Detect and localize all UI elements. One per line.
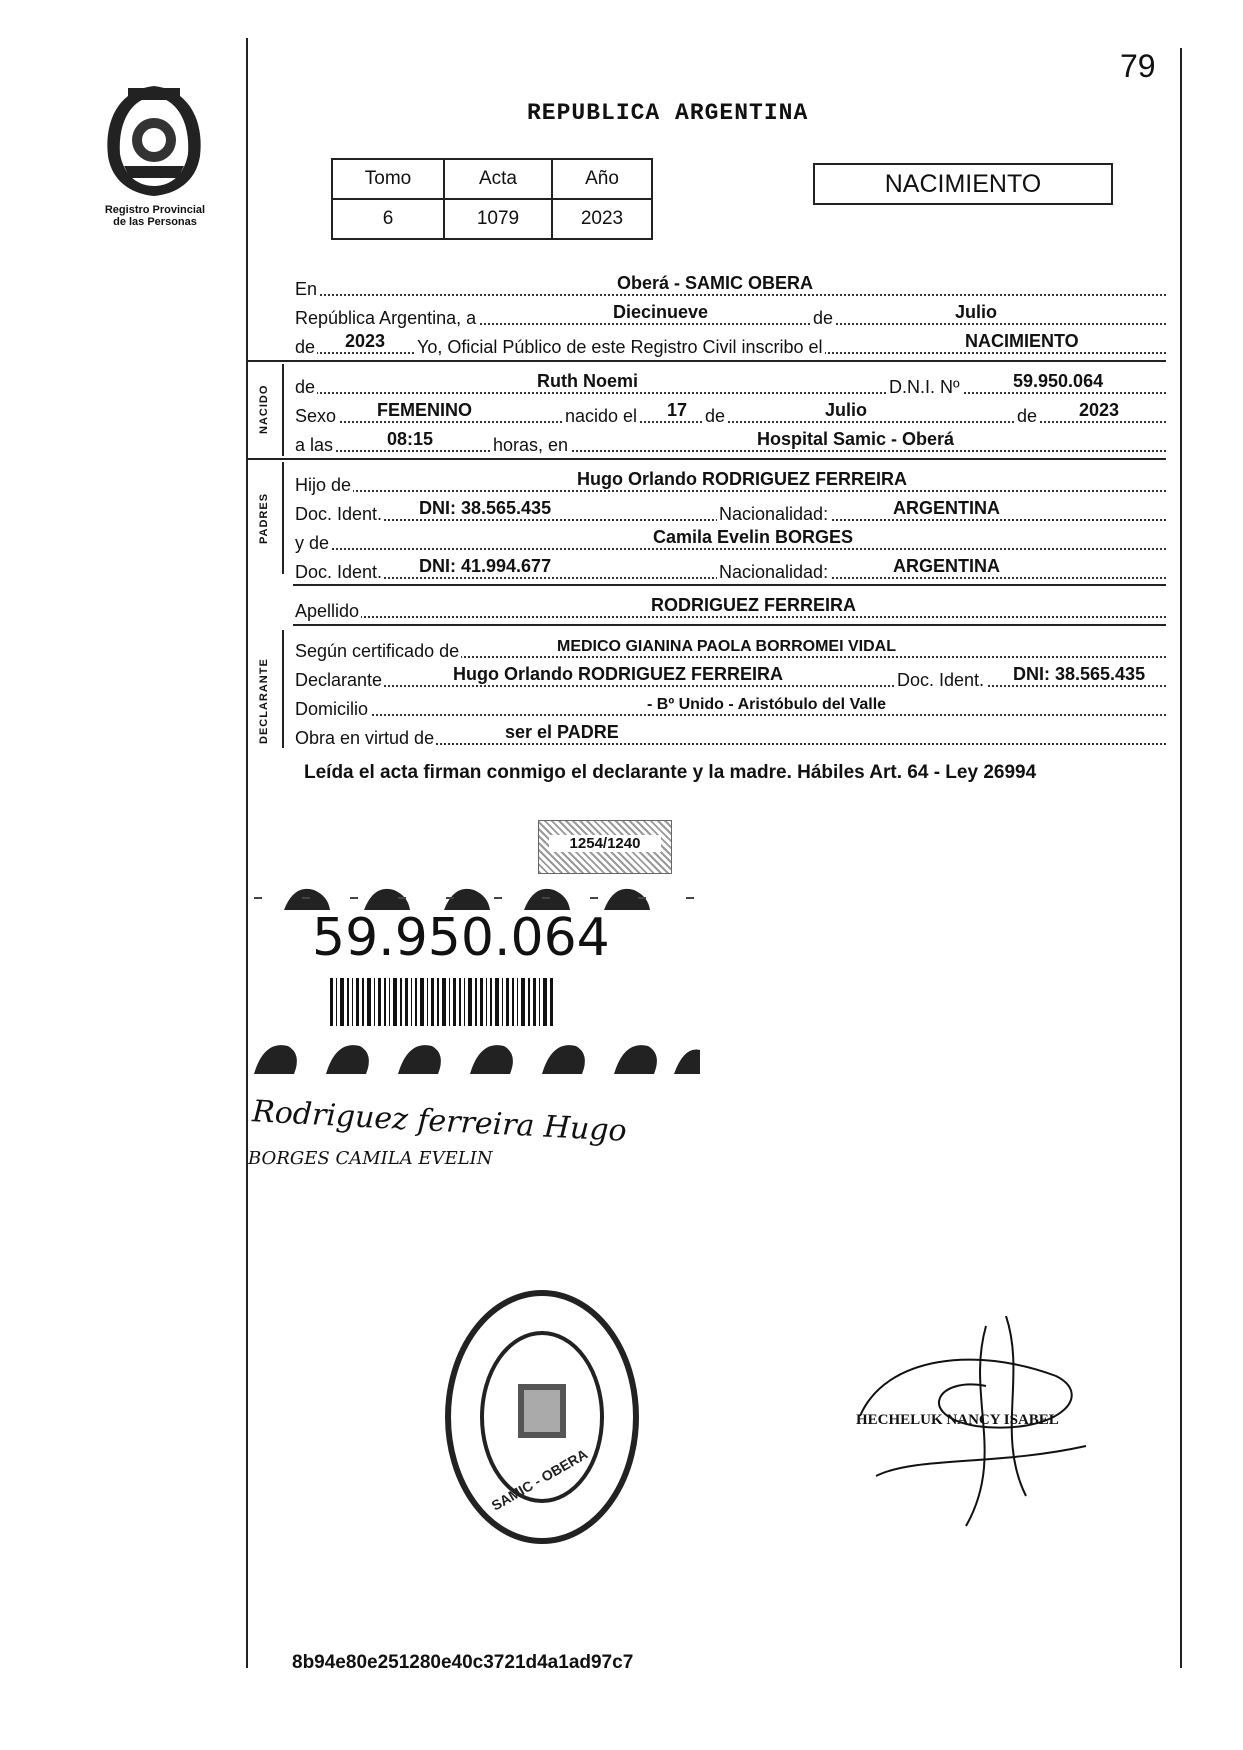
row-declarante	[293, 663, 1166, 691]
row-apellido	[293, 594, 1166, 622]
label-yde: y de	[295, 533, 330, 553]
record-table	[331, 158, 653, 240]
row-domicilio	[293, 692, 1166, 720]
label-doc-padre: Doc. Ident.	[295, 504, 383, 524]
table-header-acta: Acta	[444, 159, 552, 199]
side-label-nacido: NACIDO	[258, 384, 270, 434]
row-padre-doc	[293, 497, 1166, 525]
row-certificado	[293, 634, 1166, 662]
value-en: Oberá - SAMIC OBERA	[617, 273, 814, 293]
label-apellido: Apellido	[295, 601, 360, 621]
label-declarante: Declarante	[295, 670, 383, 690]
logo-caption-line1: Registro Provincial	[104, 204, 206, 216]
value-nacido-dia: 17	[667, 400, 688, 420]
province-logo	[98, 82, 210, 200]
left-margin-line	[246, 38, 248, 1668]
label-certificado: Según certificado de	[295, 641, 460, 661]
value-padre-nac: ARGENTINA	[893, 498, 1000, 518]
table-value-anio: 2023	[552, 199, 652, 239]
value-anio: 2023	[345, 331, 386, 351]
label-de-anio: de	[295, 337, 316, 357]
label-nacido: nacido el	[565, 406, 638, 426]
bracket-nacido	[282, 364, 284, 456]
value-padre: Hugo Orlando RODRIGUEZ FERREIRA	[577, 469, 907, 489]
document-hash: 8b94e80e251280e40c3721d4a1ad97c7	[292, 1652, 634, 1673]
value-certificado: MEDICO GIANINA PAOLA BORROMEI VIDAL	[557, 638, 896, 655]
value-madre-nac: ARGENTINA	[893, 556, 1000, 576]
signature-line1: Rodriguez ferreira Hugo	[251, 1094, 628, 1149]
divider-3	[293, 584, 1166, 586]
row-republica	[293, 301, 1166, 329]
label-en: En	[295, 279, 318, 299]
seal-place-text: SAMIC - OBERA	[488, 1445, 591, 1514]
value-nacido-anio: 2023	[1079, 400, 1120, 420]
value-nombre: Ruth Noemi	[537, 371, 638, 391]
value-dia: Diecinueve	[613, 302, 709, 322]
official-seal	[442, 1288, 642, 1546]
coat-of-arms-icon	[98, 82, 210, 200]
ornament-bottom-icon	[254, 1036, 704, 1076]
small-stamp	[538, 820, 672, 874]
table-header-anio: Año	[552, 159, 652, 199]
table-value-acta: 1079	[444, 199, 552, 239]
side-label-padres: PADRES	[258, 492, 270, 544]
value-declarante-doc: DNI: 38.565.435	[1013, 664, 1146, 684]
label-domicilio: Domicilio	[295, 699, 369, 719]
record-type-box: NACIMIENTO	[813, 163, 1113, 205]
value-dni: 59.950.064	[1013, 371, 1104, 391]
page-number: 79	[1120, 48, 1156, 84]
label-alas: a las	[295, 435, 334, 455]
label-hijo: Hijo de	[295, 475, 352, 495]
id-number-large: 59.950.064	[312, 908, 610, 968]
value-declarante: Hugo Orlando RODRIGUEZ FERREIRA	[453, 664, 783, 684]
row-hora	[293, 428, 1166, 456]
closing-note: Leída el acta firman conmigo el declarante y la madre. Hábiles Art. 64 - Ley 26994	[304, 762, 1037, 783]
label-dni: D.N.I. Nº	[889, 377, 960, 397]
value-apellido: RODRIGUEZ FERREIRA	[651, 595, 857, 615]
table-header-tomo: Tomo	[332, 159, 444, 199]
value-mes: Julio	[955, 302, 998, 322]
value-madre-doc: DNI: 41.994.677	[419, 556, 552, 576]
label-obra: Obra en virtud de	[295, 728, 435, 748]
divider-2	[246, 458, 1166, 460]
country-title: REPUBLICA ARGENTINA	[527, 100, 809, 126]
row-obra	[293, 721, 1166, 749]
value-obra: ser el PADRE	[505, 722, 619, 742]
row-sexo	[293, 399, 1166, 427]
label-horas-en: horas, en	[493, 435, 569, 455]
label-de-nac-mes: de	[705, 406, 726, 426]
row-madre	[293, 526, 1166, 554]
side-label-declarante: DECLARANTE	[258, 658, 270, 744]
seal-icon	[442, 1288, 642, 1546]
barcode-icon	[330, 978, 556, 1026]
divider-4	[293, 624, 1166, 626]
label-doc-madre: Doc. Ident.	[295, 562, 383, 582]
label-sexo: Sexo	[295, 406, 337, 426]
label-de-nac-anio: de	[1017, 406, 1038, 426]
signature-line2: BORGES CAMILA EVELIN	[248, 1148, 493, 1169]
value-inscribo: NACIMIENTO	[965, 331, 1079, 351]
value-sexo: FEMENINO	[377, 400, 473, 420]
bracket-padres	[282, 462, 284, 574]
right-margin-line	[1180, 48, 1182, 1668]
row-hijo	[293, 468, 1166, 496]
value-hora: 08:15	[387, 429, 434, 449]
small-stamp-text: 1254/1240	[549, 835, 661, 852]
value-lugar: Hospital Samic - Oberá	[757, 429, 955, 449]
row-oficial	[293, 330, 1166, 358]
row-madre-doc	[293, 555, 1166, 583]
value-madre: Camila Evelin BORGES	[653, 527, 854, 547]
value-nacido-mes: Julio	[825, 400, 868, 420]
logo-caption-line2: de las Personas	[113, 216, 197, 228]
label-declarante-doc: Doc. Ident.	[897, 670, 985, 690]
label-de-mes: de	[813, 308, 834, 328]
row-nombre	[293, 370, 1166, 398]
row-en	[293, 272, 1166, 300]
divider-1	[246, 360, 1166, 362]
bracket-declarante	[282, 630, 284, 748]
label-de-nombre: de	[295, 377, 316, 397]
value-padre-doc: DNI: 38.565.435	[419, 498, 552, 518]
label-oficial: Yo, Oficial Público de este Registro Civil inscribo el	[417, 337, 823, 357]
value-domicilio: - Bº Unido - Aristóbulo del Valle	[647, 696, 887, 713]
label-republica: República Argentina, a	[295, 308, 477, 328]
label-nac-madre: Nacionalidad:	[719, 562, 829, 582]
official-name-stamp: HECHELUK NANCY ISABEL	[856, 1412, 1059, 1428]
label-nac-padre: Nacionalidad:	[719, 504, 829, 524]
table-value-tomo: 6	[332, 199, 444, 239]
